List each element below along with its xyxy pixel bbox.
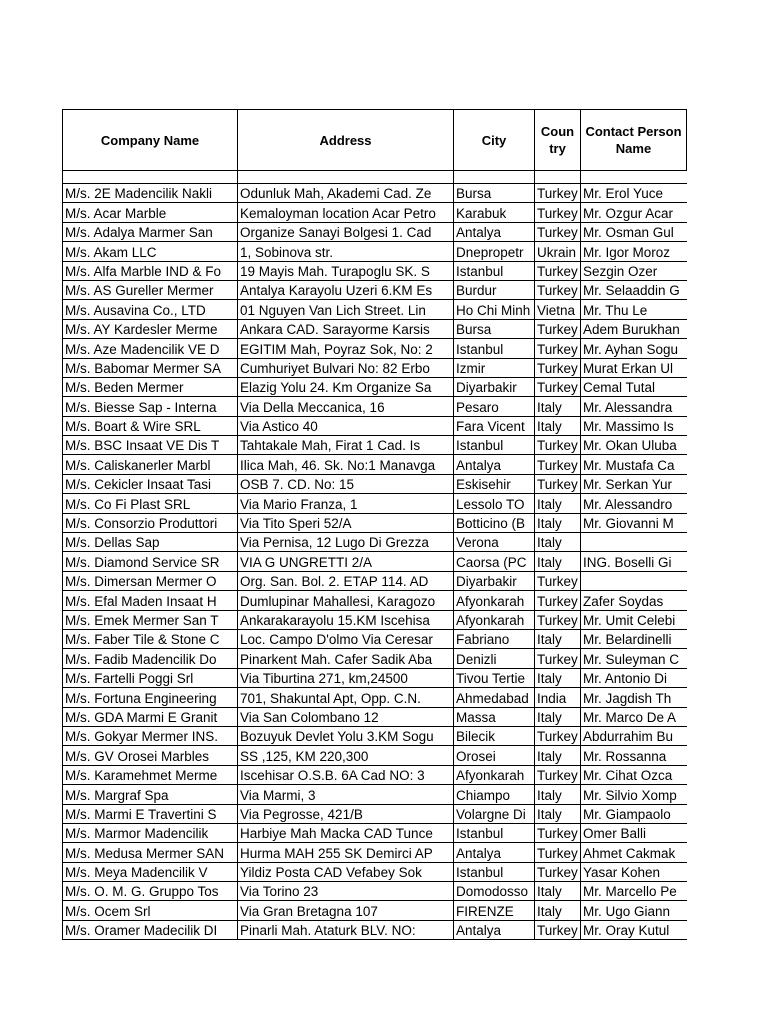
city-cell[interactable]: Istanbul: [454, 862, 535, 881]
header-country[interactable]: Coun try: [535, 110, 581, 171]
company-cell[interactable]: M/s. 2E Madencilik Nakli: [63, 184, 238, 203]
table-row: [63, 533, 687, 552]
company-cell[interactable]: M/s. O. M. G. Gruppo Tos: [63, 882, 238, 901]
contact-cell[interactable]: Mr. Erol Yuce: [581, 184, 687, 203]
table-row: [63, 707, 687, 726]
country-cell[interactable]: Turkey: [535, 649, 581, 668]
country-cell[interactable]: Turkey: [535, 823, 581, 842]
contact-cell[interactable]: Mr. Ozgur Acar: [581, 203, 687, 222]
country-cell[interactable]: Turkey: [535, 862, 581, 881]
address-cell[interactable]: Via Torino 23: [238, 882, 454, 901]
company-cell[interactable]: M/s. Biesse Sap - Interna: [63, 397, 238, 416]
city-cell[interactable]: Tivou Tertie: [454, 668, 535, 687]
table-row: [63, 804, 687, 823]
city-cell[interactable]: Verona: [454, 533, 535, 552]
city-cell[interactable]: Antalya: [454, 920, 535, 939]
blank-cell[interactable]: [535, 171, 581, 184]
address-cell[interactable]: Elazig Yolu 24. Km Organize Sa: [238, 377, 454, 396]
contact-cell[interactable]: Mr. Ugo Giann: [581, 901, 687, 920]
blank-cell[interactable]: [454, 171, 535, 184]
country-cell[interactable]: Italy: [535, 804, 581, 823]
city-cell[interactable]: Domodosso: [454, 882, 535, 901]
table-row: [63, 610, 687, 629]
city-cell[interactable]: Chiampo: [454, 785, 535, 804]
address-cell[interactable]: Cumhuriyet Bulvari No: 82 Erbo: [238, 358, 454, 377]
table-row: [63, 513, 687, 532]
table-row: [63, 629, 687, 648]
company-cell[interactable]: M/s. Cekicler Insaat Tasi: [63, 474, 238, 493]
header-contact[interactable]: Contact Person Name: [581, 110, 687, 171]
contact-cell[interactable]: Abdurrahim Bu: [581, 726, 687, 745]
table-row: [63, 339, 687, 358]
contact-cell[interactable]: Mr. Giampaolo: [581, 804, 687, 823]
contact-cell[interactable]: Mr. Selaaddin G: [581, 280, 687, 299]
city-cell[interactable]: Antalya: [454, 843, 535, 862]
address-cell[interactable]: Via Pegrosse, 421/B: [238, 804, 454, 823]
country-cell[interactable]: Vietna: [535, 300, 581, 319]
company-cell[interactable]: M/s. Ocem Srl: [63, 901, 238, 920]
company-cell[interactable]: M/s. AS Gureller Mermer: [63, 280, 238, 299]
address-cell[interactable]: Via Astico 40: [238, 416, 454, 435]
address-cell[interactable]: Pinarli Mah. Ataturk BLV. NO:: [238, 920, 454, 939]
contact-cell[interactable]: Mr. Suleyman C: [581, 649, 687, 668]
table-row: [63, 474, 687, 493]
city-cell[interactable]: Antalya: [454, 455, 535, 474]
contact-cell[interactable]: ING. Boselli Gi: [581, 552, 687, 571]
table-row: [63, 785, 687, 804]
blank-cell[interactable]: [63, 171, 238, 184]
address-cell[interactable]: Yildiz Posta CAD Vefabey Sok: [238, 862, 454, 881]
country-cell[interactable]: Italy: [535, 552, 581, 571]
city-cell[interactable]: Istanbul: [454, 339, 535, 358]
contact-cell[interactable]: Cemal Tutal: [581, 377, 687, 396]
city-cell[interactable]: Afyonkarah: [454, 765, 535, 784]
city-cell[interactable]: Fara Vicent: [454, 416, 535, 435]
city-cell[interactable]: Afyonkarah: [454, 610, 535, 629]
table-row: [63, 455, 687, 474]
address-cell[interactable]: Via Gran Bretagna 107: [238, 901, 454, 920]
company-cell[interactable]: M/s. Marmor Madencilik: [63, 823, 238, 842]
table-row: [63, 184, 687, 203]
city-cell[interactable]: FIRENZE: [454, 901, 535, 920]
company-cell[interactable]: M/s. BSC Insaat VE Dis T: [63, 436, 238, 455]
country-cell[interactable]: Turkey: [535, 261, 581, 280]
contact-cell[interactable]: Mr. Mustafa Ca: [581, 455, 687, 474]
city-cell[interactable]: Fabriano: [454, 629, 535, 648]
contact-cell[interactable]: Mr. Okan Uluba: [581, 436, 687, 455]
address-cell[interactable]: Hurma MAH 255 SK Demirci AP: [238, 843, 454, 862]
company-cell[interactable]: M/s. Fadib Madencilik Do: [63, 649, 238, 668]
contact-cell[interactable]: Mr. Giovanni M: [581, 513, 687, 532]
city-cell[interactable]: Botticino (B: [454, 513, 535, 532]
company-cell[interactable]: M/s. Emek Mermer San T: [63, 610, 238, 629]
address-cell[interactable]: SS ,125, KM 220,300: [238, 746, 454, 765]
company-cell[interactable]: M/s. Fartelli Poggi Srl: [63, 668, 238, 687]
address-cell[interactable]: Iscehisar O.S.B. 6A Cad NO: 3: [238, 765, 454, 784]
country-cell[interactable]: Italy: [535, 746, 581, 765]
address-cell[interactable]: Organize Sanayi Bolgesi 1. Cad: [238, 222, 454, 241]
country-cell[interactable]: Turkey: [535, 280, 581, 299]
address-cell[interactable]: 701, Shakuntal Apt, Opp. C.N.: [238, 688, 454, 707]
address-cell[interactable]: Dumlupinar Mahallesi, Karagozo: [238, 591, 454, 610]
city-cell[interactable]: Orosei: [454, 746, 535, 765]
company-cell[interactable]: M/s. Diamond Service SR: [63, 552, 238, 571]
spreadsheet: [62, 109, 686, 940]
country-cell[interactable]: Italy: [535, 882, 581, 901]
header-company[interactable]: Company Name: [63, 110, 238, 171]
address-cell[interactable]: Via Marmi, 3: [238, 785, 454, 804]
country-cell[interactable]: Italy: [535, 707, 581, 726]
table-row: [63, 494, 687, 513]
company-cell[interactable]: M/s. Adalya Marmer San: [63, 222, 238, 241]
city-cell[interactable]: Caorsa (PC: [454, 552, 535, 571]
city-cell[interactable]: Eskisehir: [454, 474, 535, 493]
city-cell[interactable]: Antalya: [454, 222, 535, 241]
country-cell[interactable]: Turkey: [535, 571, 581, 590]
country-cell[interactable]: Turkey: [535, 726, 581, 745]
country-cell[interactable]: Turkey: [535, 455, 581, 474]
city-cell[interactable]: Ho Chi Minh: [454, 300, 535, 319]
table-row: [63, 920, 687, 939]
contact-cell[interactable]: Mr. Oray Kutul: [581, 920, 687, 939]
address-cell[interactable]: Loc. Campo D'olmo Via Ceresar: [238, 629, 454, 648]
contact-cell[interactable]: Mr. Cihat Ozca: [581, 765, 687, 784]
blank-cell[interactable]: [581, 171, 687, 184]
city-cell[interactable]: Karabuk: [454, 203, 535, 222]
address-cell[interactable]: Harbiye Mah Macka CAD Tunce: [238, 823, 454, 842]
company-cell[interactable]: M/s. Gokyar Mermer INS.: [63, 726, 238, 745]
contact-cell[interactable]: Murat Erkan Ul: [581, 358, 687, 377]
city-cell[interactable]: Afyonkarah: [454, 591, 535, 610]
address-cell[interactable]: 19 Mayis Mah. Turapoglu SK. S: [238, 261, 454, 280]
country-cell[interactable]: Italy: [535, 397, 581, 416]
table-row: [63, 765, 687, 784]
address-cell[interactable]: Via Mario Franza, 1: [238, 494, 454, 513]
table-row: [63, 436, 687, 455]
contact-cell[interactable]: Omer Balli: [581, 823, 687, 842]
country-cell[interactable]: Italy: [535, 494, 581, 513]
contact-cell[interactable]: Yasar Kohen: [581, 862, 687, 881]
header-row: [63, 110, 687, 171]
country-cell[interactable]: Turkey: [535, 358, 581, 377]
country-cell[interactable]: Italy: [535, 668, 581, 687]
table-row: [63, 261, 687, 280]
city-cell[interactable]: Diyarbakir: [454, 571, 535, 590]
table-row: [63, 843, 687, 862]
table-row: [63, 397, 687, 416]
company-cell[interactable]: M/s. Aze Madencilik VE D: [63, 339, 238, 358]
company-cell[interactable]: M/s. Oramer Madecilik DI: [63, 920, 238, 939]
address-cell[interactable]: VIA G UNGRETTI 2/A: [238, 552, 454, 571]
address-cell[interactable]: Via Tito Speri 52/A: [238, 513, 454, 532]
address-cell[interactable]: Antalya Karayolu Uzeri 6.KM Es: [238, 280, 454, 299]
company-cell[interactable]: M/s. GDA Marmi E Granit: [63, 707, 238, 726]
city-cell[interactable]: Lessolo TO: [454, 494, 535, 513]
company-cell[interactable]: M/s. Ausavina Co., LTD: [63, 300, 238, 319]
table-row: [63, 668, 687, 687]
table-row: [63, 319, 687, 338]
country-cell[interactable]: Italy: [535, 629, 581, 648]
country-cell[interactable]: Turkey: [535, 474, 581, 493]
contact-cell[interactable]: Mr. Thu Le: [581, 300, 687, 319]
contact-cell[interactable]: Ahmet Cakmak: [581, 843, 687, 862]
contact-cell[interactable]: Mr. Marcello Pe: [581, 882, 687, 901]
company-cell[interactable]: M/s. AY Kardesler Merme: [63, 319, 238, 338]
blank-cell[interactable]: [238, 171, 454, 184]
table-row: [63, 862, 687, 881]
country-cell[interactable]: Turkey: [535, 920, 581, 939]
contact-cell[interactable]: Mr. Serkan Yur: [581, 474, 687, 493]
country-cell[interactable]: Turkey: [535, 436, 581, 455]
contact-cell[interactable]: Mr. Massimo Is: [581, 416, 687, 435]
address-cell[interactable]: Pinarkent Mah. Cafer Sadik Aba: [238, 649, 454, 668]
table-row: [63, 649, 687, 668]
city-cell[interactable]: Denizli: [454, 649, 535, 668]
contact-cell[interactable]: Mr. Silvio Xomp: [581, 785, 687, 804]
table-row: [63, 222, 687, 241]
country-cell[interactable]: Italy: [535, 533, 581, 552]
address-cell[interactable]: Bozuyuk Devlet Yolu 3.KM Sogu: [238, 726, 454, 745]
city-cell[interactable]: Bursa: [454, 184, 535, 203]
contact-cell[interactable]: [581, 571, 687, 590]
table-row: [63, 571, 687, 590]
city-cell[interactable]: Burdur: [454, 280, 535, 299]
company-cell[interactable]: M/s. Akam LLC: [63, 242, 238, 261]
city-cell[interactable]: Dnepropetr: [454, 242, 535, 261]
company-cell[interactable]: M/s. Beden Mermer: [63, 377, 238, 396]
blank-row: [63, 171, 687, 184]
country-cell[interactable]: Turkey: [535, 184, 581, 203]
city-cell[interactable]: Diyarbakir: [454, 377, 535, 396]
company-cell[interactable]: M/s. Babomar Mermer SA: [63, 358, 238, 377]
address-cell[interactable]: Via Della Meccanica, 16: [238, 397, 454, 416]
address-cell[interactable]: Ankara CAD. Sarayorme Karsis: [238, 319, 454, 338]
address-cell[interactable]: Tahtakale Mah, Firat 1 Cad. Is: [238, 436, 454, 455]
address-cell[interactable]: Via Pernisa, 12 Lugo Di Grezza: [238, 533, 454, 552]
city-cell[interactable]: Istanbul: [454, 823, 535, 842]
contact-cell[interactable]: Sezgin Ozer: [581, 261, 687, 280]
table-row: [63, 726, 687, 745]
country-cell[interactable]: Turkey: [535, 319, 581, 338]
address-cell[interactable]: OSB 7. CD. No: 15: [238, 474, 454, 493]
address-cell[interactable]: Via Tiburtina 271, km,24500: [238, 668, 454, 687]
address-cell[interactable]: 01 Nguyen Van Lich Street. Lin: [238, 300, 454, 319]
city-cell[interactable]: Istanbul: [454, 261, 535, 280]
company-cell[interactable]: M/s. Faber Tile & Stone C: [63, 629, 238, 648]
country-cell[interactable]: India: [535, 688, 581, 707]
contact-cell[interactable]: Mr. Jagdish Th: [581, 688, 687, 707]
country-cell[interactable]: Italy: [535, 416, 581, 435]
table-row: [63, 823, 687, 842]
contact-cell[interactable]: Mr. Rossanna: [581, 746, 687, 765]
header-address[interactable]: Address: [238, 110, 454, 171]
table-row: [63, 416, 687, 435]
table-row: [63, 203, 687, 222]
country-cell[interactable]: Turkey: [535, 222, 581, 241]
table-row: [63, 552, 687, 571]
company-cell[interactable]: M/s. Karamehmet Merme: [63, 765, 238, 784]
address-cell[interactable]: Via San Colombano 12: [238, 707, 454, 726]
contact-cell[interactable]: Adem Burukhan: [581, 319, 687, 338]
city-cell[interactable]: Massa: [454, 707, 535, 726]
contact-cell[interactable]: Mr. Ayhan Sogu: [581, 339, 687, 358]
contact-cell[interactable]: Mr. Umit Celebi: [581, 610, 687, 629]
address-cell[interactable]: Kemaloyman location Acar Petro: [238, 203, 454, 222]
address-cell[interactable]: EGITIM Mah, Poyraz Sok, No: 2: [238, 339, 454, 358]
country-cell[interactable]: Ukrain: [535, 242, 581, 261]
company-cell[interactable]: M/s. GV Orosei Marbles: [63, 746, 238, 765]
company-cell[interactable]: M/s. Acar Marble: [63, 203, 238, 222]
address-cell[interactable]: Ankarakarayolu 15.KM Iscehisa: [238, 610, 454, 629]
country-cell[interactable]: Turkey: [535, 591, 581, 610]
country-cell[interactable]: Turkey: [535, 339, 581, 358]
contact-cell[interactable]: Mr. Igor Moroz: [581, 242, 687, 261]
header-city[interactable]: City: [454, 110, 535, 171]
country-cell[interactable]: Turkey: [535, 610, 581, 629]
contact-cell[interactable]: Zafer Soydas: [581, 591, 687, 610]
city-cell[interactable]: Izmir: [454, 358, 535, 377]
contact-cell[interactable]: Mr. Alessandro: [581, 494, 687, 513]
company-cell[interactable]: M/s. Dimersan Mermer O: [63, 571, 238, 590]
contact-cell[interactable]: Mr. Marco De A: [581, 707, 687, 726]
company-cell[interactable]: M/s. Co Fi Plast SRL: [63, 494, 238, 513]
company-cell[interactable]: M/s. Fortuna Engineering: [63, 688, 238, 707]
company-cell[interactable]: M/s. Marmi E Travertini S: [63, 804, 238, 823]
country-cell[interactable]: Turkey: [535, 843, 581, 862]
city-cell[interactable]: Ahmedabad: [454, 688, 535, 707]
country-cell[interactable]: Italy: [535, 901, 581, 920]
city-cell[interactable]: Volargne Di: [454, 804, 535, 823]
contact-cell[interactable]: [581, 533, 687, 552]
address-cell[interactable]: 1, Sobinova str.: [238, 242, 454, 261]
country-cell[interactable]: Turkey: [535, 765, 581, 784]
company-cell[interactable]: M/s. Margraf Spa: [63, 785, 238, 804]
table-row: [63, 688, 687, 707]
table-row: [63, 358, 687, 377]
company-cell[interactable]: M/s. Alfa Marble IND & Fo: [63, 261, 238, 280]
table-row: [63, 242, 687, 261]
contact-cell[interactable]: Mr. Antonio Di: [581, 668, 687, 687]
table-row: [63, 591, 687, 610]
table-row: [63, 901, 687, 920]
table-row: [63, 300, 687, 319]
table-row: [63, 377, 687, 396]
company-cell[interactable]: M/s. Dellas Sap: [63, 533, 238, 552]
address-cell[interactable]: Ilica Mah, 46. Sk. No:1 Manavga: [238, 455, 454, 474]
country-cell[interactable]: Italy: [535, 785, 581, 804]
company-cell[interactable]: M/s. Medusa Mermer SAN: [63, 843, 238, 862]
city-cell[interactable]: Bilecik: [454, 726, 535, 745]
company-cell[interactable]: M/s. Consorzio Produttori: [63, 513, 238, 532]
contact-cell[interactable]: Mr. Alessandra: [581, 397, 687, 416]
table-row: [63, 746, 687, 765]
company-cell[interactable]: M/s. Efal Maden Insaat H: [63, 591, 238, 610]
table-row: [63, 280, 687, 299]
country-cell[interactable]: Turkey: [535, 377, 581, 396]
contact-cell[interactable]: Mr. Osman Gul: [581, 222, 687, 241]
city-cell[interactable]: Bursa: [454, 319, 535, 338]
company-cell[interactable]: M/s. Boart & Wire SRL: [63, 416, 238, 435]
address-cell[interactable]: Org. San. Bol. 2. ETAP 114. AD: [238, 571, 454, 590]
contact-cell[interactable]: Mr. Belardinelli: [581, 629, 687, 648]
table-row: [63, 882, 687, 901]
company-cell[interactable]: M/s. Meya Madencilik V: [63, 862, 238, 881]
company-table: [62, 109, 687, 940]
country-cell[interactable]: Italy: [535, 513, 581, 532]
company-cell[interactable]: M/s. Caliskanerler Marbl: [63, 455, 238, 474]
address-cell[interactable]: Odunluk Mah, Akademi Cad. Ze: [238, 184, 454, 203]
city-cell[interactable]: Pesaro: [454, 397, 535, 416]
country-cell[interactable]: Turkey: [535, 203, 581, 222]
city-cell[interactable]: Istanbul: [454, 436, 535, 455]
